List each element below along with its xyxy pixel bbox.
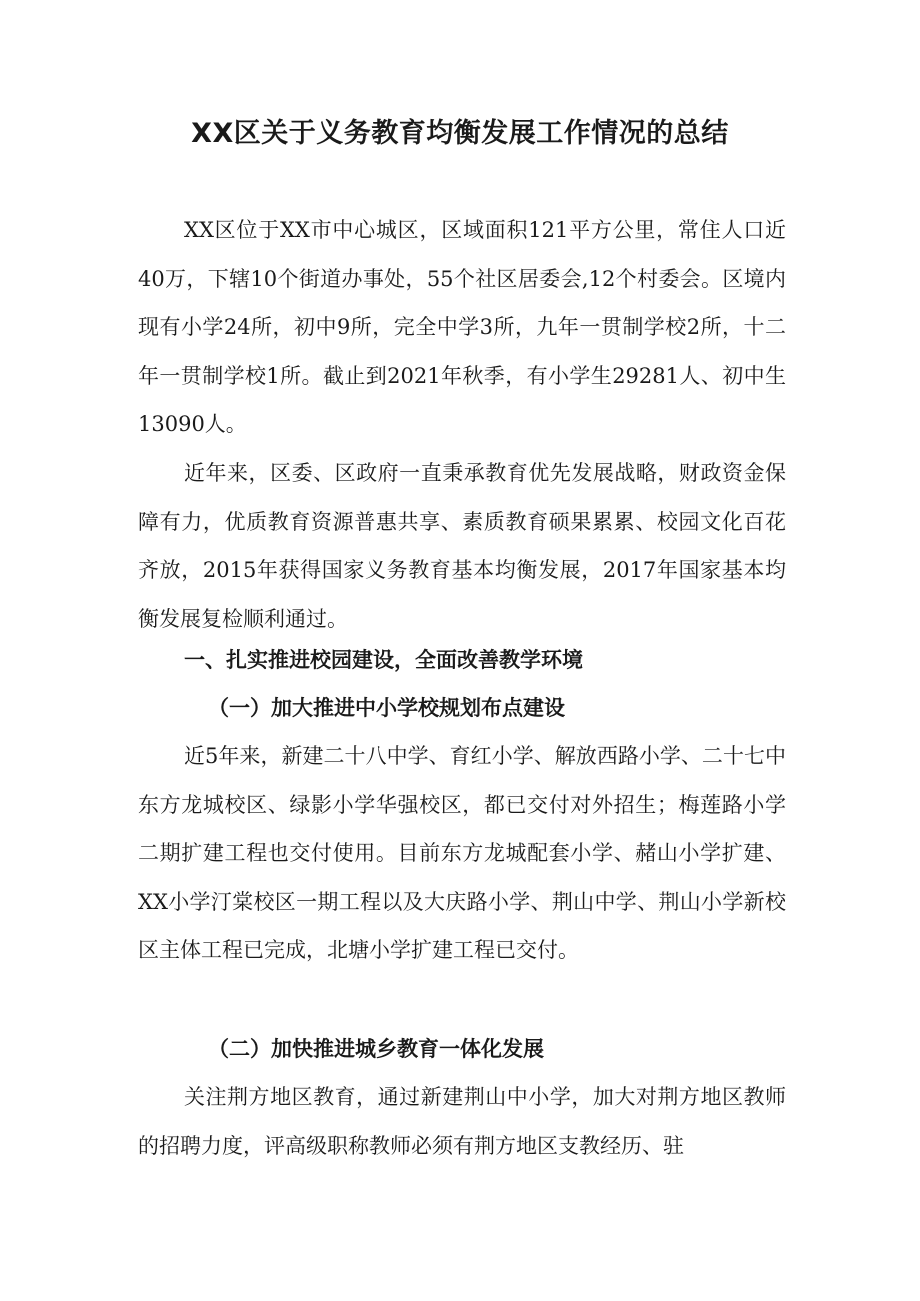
subsection-heading-school-planning: （一）加大推进中小学校规划布点建设 <box>208 695 565 720</box>
paragraph-new-schools: 近5年来，新建二十八中学、育红小学、解放西路小学、二十七中东方龙城校区、绿影小学华强校区，都已交付对外招生；梅莲路小学二期扩建工程也交付使用。目前东方龙城配套小学、赭山小学扩建、XX小学汀棠校区一期工程以及大庆路小学、荆山中学、荆山小学新校区主体工程已完成，北塘小学扩建工程已交付。 <box>138 744 786 962</box>
paragraph-background: 近年来，区委、区政府一直秉承教育优先发展战略，财政资金保障有力，优质教育资源普惠共享、素质教育硕果累累、校园文化百花齐放，2015年获得国家义务教育基本均衡发展，2017年国家基本均衡发展复检顺利通过。 <box>138 461 786 631</box>
paragraph-overview: XX区位于XX市中心城区，区域面积121平方公里，常住人口近40万，下辖10个街道办事处，55个社区居委会,12个村委会。区境内现有小学24所，初中9所，完全中学3所，九年一贯制学校2所，十二年一贯制学校1所。截止到2021年秋季，有小学生29281人、初中生13090人。 <box>138 218 786 436</box>
paragraph-jingfang-education: 关注荆方地区教育，通过新建荆山中小学，加大对荆方地区教师的招聘力度，评高级职称教师必须有荆方地区支教经历、驻 <box>138 1085 786 1158</box>
section-heading-campus-construction: 一、扎实推进校园建设，全面改善教学环境 <box>184 648 583 672</box>
document-title: XX区关于义务教育均衡发展工作情况的总结 <box>191 118 729 149</box>
subsection-heading-urban-rural: （二）加快推进城乡教育一体化发展 <box>208 1036 544 1061</box>
